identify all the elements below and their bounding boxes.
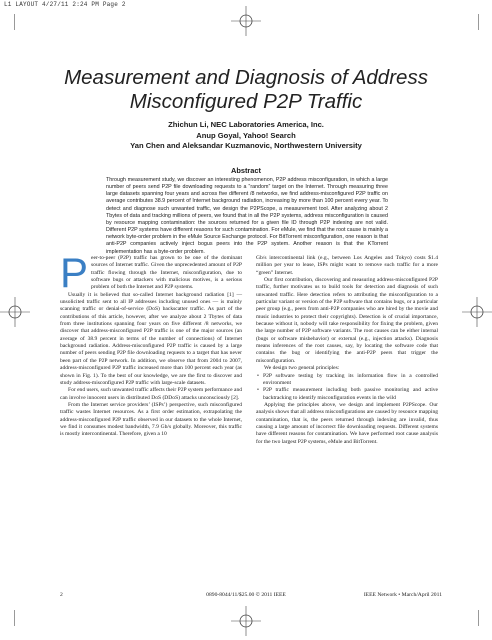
issn-line: 0890-8044/11/$25.00 © 2011 IEEE (206, 592, 286, 598)
author-line: Zhichun Li, NEC Laboratories America, Inc. (168, 120, 324, 129)
paragraph: For end users, such unwanted traffic affects their P2P system performance and can involve innocent users in distributed DoS (DDoS) attacks unconsciously [2]. (60, 387, 242, 401)
right-column (256, 255, 438, 446)
list-item: • P2P traffic measurement including both passive monitoring and active backtracking to identify misconfiguration events in the wild (263, 387, 438, 402)
paragraph: From the Internet service providers’ (ISPs’) perspective, such misconfigured traffic wastes Internet resources. As a first order estimation, extrapolating the address-misconfigured P2P traffic observed in our datasets to the whole Internet, we find it consumes modest bandwidth, 7.9 Gb/s globally. Moreover, this traffic is mostly intercontinental. Therefore, given a 10 (60, 401, 242, 438)
crop-mark-bottom-left (14, 610, 15, 626)
principles-list (256, 373, 438, 402)
registration-mark-icon (231, 606, 261, 636)
abstract-heading: Abstract (231, 166, 261, 175)
paragraph: Applying the principles above, we design and implement P2PScope. Our analysis shows that all address misconfigurations are caused by resource mapping contamination, that is, the peers returned through indexing are invalid, thus causing a large amount of incorrect file downloading requests. Different systems have different reasons for contamination. We have performed root cause analysis for the two largest P2P systems, eMule and BitTorrent. (256, 401, 438, 445)
author-line: Anup Goyal, Yahoo! Search (196, 130, 296, 140)
page-number: 2 (60, 592, 63, 598)
paragraph: Usually it is believed that so-called Internet background radiation [1] — unsolicited traffic sent to all IP addresses including unused ones — is mainly scanning traffic or denial-of-service (DoS) backscatter traffic. As part of the contributions of this article, however, after we analyze about 2 Tbytes of data from three institutions spanning four years on five different /8 networks, we discover that address-misconfigured P2P traffic is one of the major sources (an average of 38.9 percent in terms of the number of connections) of Internet background radiation. Address-misconfigured P2P traffic is caused by a large number of peers sending P2P file downloading requests to a target that has never been part of the P2P network. In addition, we observe that from 2004 to 2007, address-misconfigured P2P traffic increased more than 100 percent each year (as shown in Fig. 1). To the best of our knowledge, we are the first to discover and study address-misconfigured P2P traffic with large-scale datasets. (60, 291, 242, 386)
list-item: • P2P software testing by tracking its information flow in a controlled environment (263, 373, 438, 388)
author-list (40, 120, 452, 152)
abstract-text: Through measurement study, we discover an interesting phenomenon, P2P address misconfiguration, in which a large number of peers send P2P file downloading requests to a “random” target on the Internet. Through measuring three large datasets spanning four years and across five different /8 networks, we find address-misconfigured P2P traffic on average contributes 38.9 percent of Internet background radiation, increasing by more than 100 percent every year. To detect and diagnose such unwanted traffic, we design the P2PScope, a measurement tool. After analyzing about 2 Tbytes of data and tracking millions of peers, we found that in all the P2P systems, address misconfiguration is caused by resource mapping contamination: the sources returned for a given file ID through P2P indexing are not valid. Different P2P systems have different reasons for such contamination. For eMule, we find that the root cause is mainly a network byte-order problem in the eMule Source Exchange protocol. For BitTorrent misconfiguration, one reason is that anti-P2P companies actively inject bogus peers into the P2P system. Another reason is that the KTorrent implementation has a byte-order problem. (106, 177, 388, 255)
author-line: Yan Chen and Aleksandar Kuzmanovic, Northwestern University (130, 141, 362, 150)
journal-line: IEEE Network • March/April 2011 (363, 592, 442, 598)
registration-mark-icon (0, 297, 30, 327)
crop-mark-bottom-right (478, 610, 479, 626)
paragraph: Peer-to-peer (P2P) traffic has grown to be one of the dominant sources of Internet traffic. Given the unprecedented amount of P2P traffic flowing through the Internet, misconfiguration, due to software bugs or attackers with malicious motives, is a serious problem of both the Internet and P2P systems. (60, 249, 242, 296)
paragraph: Gb/s intercontinental link (e.g., between Los Angeles and Tokyo) costs $1.4 million per year to lease, ISPs might want to remove such traffic for a more “green” Internet. (256, 255, 438, 276)
registration-mark-icon (231, 6, 261, 36)
drop-cap: P (60, 249, 89, 296)
paragraph: We design two general principles: (264, 365, 340, 372)
crop-mark-top-left (14, 14, 15, 30)
article-title: Measurement and Diagnosis of Address Misconfigured P2P Traffic (64, 66, 428, 113)
print-slug: L1 LAYOUT 4/27/11 2:24 PM Page 2 (4, 1, 126, 8)
crop-mark-top-right (478, 14, 479, 30)
paragraph: Our first contribution, discovering and measuring address-misconfigured P2P traffic, further motivates us to build tools for detection and diagnosis of such unwanted traffic. Here detection refers to attributing the misconfiguration to a particular variant or version of the P2P software that contains bugs, or a particular peer group (e.g., peers from anti-P2P companies who are hired by the movie and music industries to protect their copyrights). Detection is of crucial importance, because without it, nobody will take responsibility for fixing the problem, given the large number of P2P software variants. The root causes can be either internal (bugs or software misbehavior) or external (e.g., injection attacks). Diagnosis means inferences of the root causes, say, by locating the software code that contains the bug or identifying the anti-P2P peers that trigger the misconfiguration. (256, 277, 438, 364)
registration-mark-icon (462, 297, 492, 327)
left-column (60, 249, 242, 439)
